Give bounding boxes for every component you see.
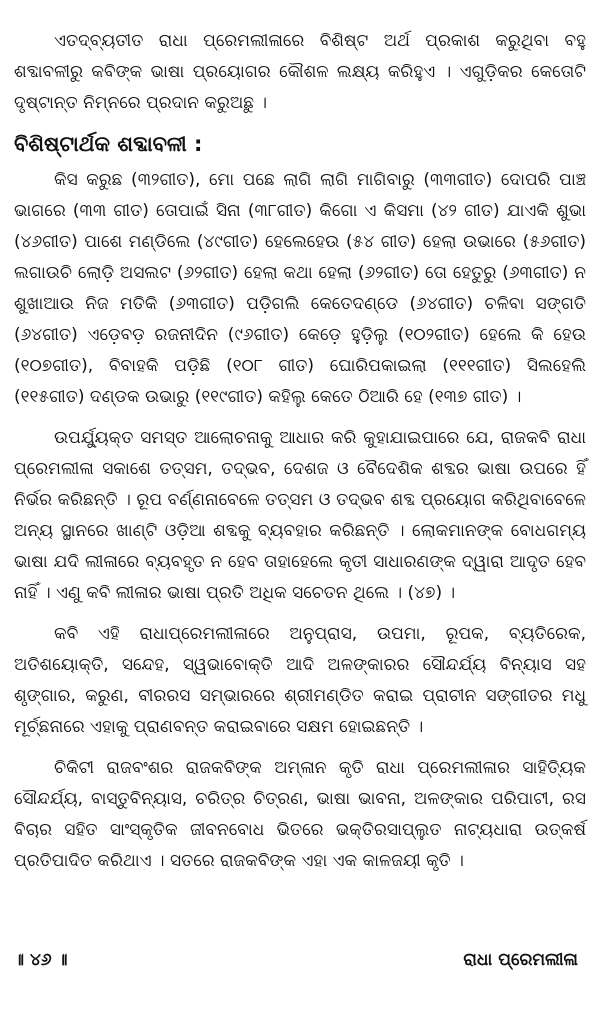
page-footer xyxy=(14,950,578,970)
ornaments-paragraph: କବି ଏହି ରାଧାପ୍ରେମଲୀଳାରେ ଅନୁପ୍ରାସ, ଉପମା, ରୂପକ, ବ୍ୟତିରେକ, ଅତିଶୟୋକ୍ତି, ସନ୍ଦେହ, ସ୍ୱଭାବୋକ୍ତି ଆଦି ଅଳଙ୍କାରର ସୌନ୍ଦର୍ଯ୍ୟ ବିନ୍ୟାସ ସହ ଶୃଙ୍ଗାର, କରୁଣ, ବୀରରସ ସମ୍ଭାରରେ ଶ୍ରୀମଣ୍ଡିତ କରାଇ ପ୍ରାଚୀନ ସଙ୍ଗୀତର ମଧୁ ମୂର୍ଚ୍ଛନାରେ ଏହାକୁ ପ୍ରାଣବନ୍ତ କରାଇବାରେ ସକ୍ଷମ ହୋଇଛନ୍ତି । xyxy=(14,624,586,737)
conclusion-paragraph: ଚିକିଟୀ ରାଜବଂଶର ରାଜକବିଙ୍କ ଅମ୍ଳାନ କୃତି ରାଧା ପ୍ରେମଲୀଳାର ସାହିତ୍ୟିକ ସୌନ୍ଦର୍ଯ୍ୟ, ବାସ୍ତୁବିନ୍ୟାସ, ଚରିତ୍ର ଚିତ୍ରଣ, ଭାଷା ଭାବନା, ଅଳଙ୍କାର ପରିପାଟୀ, ରସ ବିଚାର ସହିତ ସାଂସ୍କୃତିକ ଜୀବନବୋଧ ଭିତରେ ଭକ୍ତିରସାପ୍ଲୁତ ନାଟ୍ୟଧାରା ଉତ୍କର୍ଷ ପ୍ରତିପାଦିତ କରିଥାଏ । ସତରେ ରାଜକବିଙ୍କ ଏହା ଏକ କାଳଜୟୀ କୃତି । xyxy=(14,758,586,871)
examples-paragraph: କିସ କରୁଛ (୩୨ଗୀତ), ମୋ ପଛେ ଲାଗି ଲାଗି ମାଗିବାରୁ (୩୩ଗୀତ) ଦୋପରି ପାଞ୍ଚ ଭାଗରେ (୩୩ ଗୀତ) ତୋପାଇଁ ସିନା (୩୮ଗୀତ) କିଗୋ ଏ କିସମା (୪୨ ଗୀତ) ଯାଏକି ଶୁଭା (୪୬ଗୀତ) ପାଶେ ମଣ୍ଡିଲେ (୪୯ଗୀତ) ହେଲେହେଉ (୫୪ ଗୀତ) ହେଲା ଉଭାରେ (୫୬ଗୀତ) ଲଗାଉଚି ଲୋଡ଼ି ଅସଲଟ (୬୨ଗୀତ) ହେଲା କଥା ହେଲା (୬୨ଗୀତ) ତୋ ହେତୁରୁ (୬୩ଗୀତ) ନ ଶୁଖାଆଉ ନିଜ ମତିକି (୬୩ଗୀତ) ପଡ଼ିଗଲି କେତେଦଣ୍ଡେ (୬୪ଗୀତ) ଚଳିବା ସଙ୍ଗତି (୬୪ଗୀତ) ଏଡ଼େବଡ଼ ରଜନୀଦିନ (୯୬ଗୀତ) କେଡ଼େ ହୁଡ଼ିଲୁ (୧୦୨ଗୀତ) ହେଲେ କି ହେଉ (୧୦୭ଗୀତ), ବିବାହକି ପଡ଼ିଛି (୧୦୮ ଗୀତ) ଘୋରିପକାଇଲା (୧୧୧ଗୀତ) ସିଲହେଲି (୧୧୫ଗୀତ) ଦଣ୍ଡକ ଉଭାରୁ (୧୧୯ଗୀତ) କହିଲୁ କେତେ ଠିଆରି ହେ (୧୩୭ ଗୀତ) । xyxy=(14,170,586,407)
section-heading: ବିଶିଷ୍ଟାର୍ଥକ ଶବ୍ଦାବଳୀ : xyxy=(14,132,203,156)
intro-paragraph: ଏତଦ୍‌ବ୍ୟତୀତ ରାଧା ପ୍ରେମଲୀଳାରେ ବିଶିଷ୍ଟ ଅର୍ଥ ପ୍ରକାଶ କରୁଥିବା ବହୁ ଶବ୍ଦାବଳୀରୁ କବିଙ୍କ ଭାଷା ପ୍ରୟୋଗର କୌଶଳ ଲକ୍ଷ୍ୟ କରିହୁଏ । ଏଗୁଡ଼ିକର କେତୋଟି ଦୃଷ୍ଟାନ୍ତ ନିମ୍ନରେ ପ୍ରଦାନ କରୁଅଛୁ । xyxy=(14,31,586,113)
running-title: ରାଧା ପ୍ରେମଲୀଳା xyxy=(463,950,578,970)
page-number: ॥ ୪୬ ॥ xyxy=(14,950,68,970)
analysis-paragraph: ଉପର୍ଯ୍ୟୁକ୍ତ ସମସ୍ତ ଆଲୋଚନାକୁ ଆଧାର କରି କୁହାଯାଇପାରେ ଯେ, ରାଜକବି ରାଧା ପ୍ରେମଲୀଳା ସକାଶେ ତତ୍‌ସମ, ତଦ୍‌ଭବ, ଦେଶଜ ଓ ବୈଦେଶିକ ଶବ୍ଦର ଭାଷା ଉପରେ ହିଁ ନିର୍ଭର କରିଛନ୍ତି । ରୂପ ବର୍ଣ୍ଣନାବେଳେ ତତ୍‌ସମ ଓ ତଦ୍‌ଭବ ଶବ୍ଦ ପ୍ରୟୋଗ କରିଥିବାବେଳେ ଅନ୍ୟ ସ୍ଥାନରେ ଖାଣ୍ଟି ଓଡ଼ିଆ ଶବ୍ଦକୁ ବ୍ୟବହାର କରିଛନ୍ତି । ଲୋକମାନଙ୍କ ବୋଧଗମ୍ୟ ଭାଷା ଯଦି ଲୀଳାରେ ବ୍ୟବହୃତ ନ ହେବ ତାହାହେଲେ କୃତୀ ସାଧାରଣଙ୍କ ଦ୍ୱାରା ଆଦୃତ ହେବ ନାହିଁ । ଏଣୁ କବି ଲୀଳାର ଭାଷା ପ୍ରତି ଅଧିକ ସଚେତନ ଥିଲେ । (୪୭) । xyxy=(14,428,586,603)
